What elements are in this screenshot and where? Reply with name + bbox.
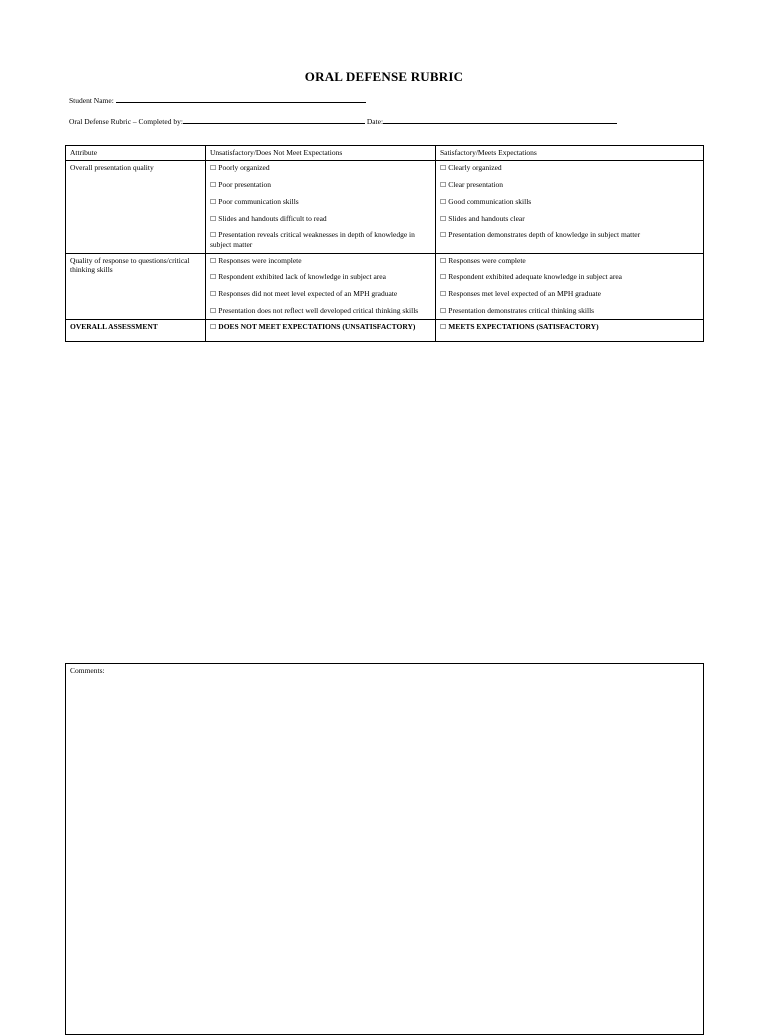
checklist-item[interactable]: [210, 163, 431, 173]
satisfactory-cell: [436, 161, 704, 253]
unsatisfactory-cell: [206, 161, 436, 253]
table-header-row: [66, 146, 704, 161]
checklist-item-label: Clear presentation: [448, 180, 504, 190]
completed-by-label: Oral Defense Rubric – Completed by:: [69, 117, 183, 126]
checkbox-icon[interactable]: ☐: [440, 181, 447, 190]
checklist-item[interactable]: [440, 306, 699, 316]
overall-satisfactory-label: MEETS EXPECTATIONS (SATISFACTORY): [448, 321, 599, 331]
checklist-item-label: Presentation does not reflect well developed critical thinking skills: [218, 305, 419, 315]
checklist-item-label: Slides and handouts clear: [448, 213, 525, 223]
satisfactory-cell: [436, 253, 704, 319]
checkbox-icon[interactable]: ☐: [210, 214, 217, 223]
unsatisfactory-cell: [206, 253, 436, 319]
checklist-item-label: Good communication skills: [448, 196, 532, 206]
checkbox-icon[interactable]: ☐: [440, 197, 447, 206]
table-row: [66, 253, 704, 319]
checklist-item[interactable]: [440, 197, 699, 207]
checklist-item-label: Respondent exhibited adequate knowledge in subject area: [448, 272, 622, 282]
checkbox-icon[interactable]: ☐: [440, 256, 447, 265]
overall-satisfactory-cell[interactable]: [436, 319, 704, 342]
rubric-table: [65, 145, 704, 342]
header-satisfactory: Satisfactory/Meets Expectations: [436, 146, 704, 161]
checkbox-icon[interactable]: ☐: [210, 322, 217, 331]
date-field[interactable]: [383, 117, 617, 124]
checklist-item-label: Respondent exhibited lack of knowledge in subject area: [218, 272, 386, 282]
checkbox-icon[interactable]: ☐: [440, 273, 447, 282]
header-unsatisfactory: Unsatisfactory/Does Not Meet Expectations: [206, 146, 436, 161]
checklist-item[interactable]: [210, 230, 431, 249]
checklist-item[interactable]: [440, 180, 699, 190]
student-name-field[interactable]: [116, 96, 366, 103]
attribute-cell: Overall presentation quality: [66, 161, 206, 253]
header-attribute: Attribute: [66, 146, 206, 161]
overall-unsatisfactory-label: DOES NOT MEET EXPECTATIONS (UNSATISFACTORY): [218, 321, 416, 331]
checklist-item[interactable]: [210, 214, 431, 224]
checklist-item[interactable]: [210, 306, 431, 316]
checkbox-icon[interactable]: ☐: [210, 164, 217, 173]
attribute-cell: Quality of response to questions/critical thinking skills: [66, 253, 206, 319]
document-title: ORAL DEFENSE RUBRIC: [304, 69, 464, 84]
checkbox-icon[interactable]: ☐: [210, 181, 217, 190]
checklist-item-label: Presentation demonstrates depth of knowledge in subject matter: [448, 230, 641, 240]
checkbox-icon[interactable]: ☐: [210, 231, 217, 240]
checkbox-icon[interactable]: ☐: [440, 231, 447, 240]
checklist-item[interactable]: [210, 180, 431, 190]
checkbox-icon[interactable]: ☐: [440, 290, 447, 298]
checklist-item-label: Poor communication skills: [218, 196, 299, 206]
student-name-line: [69, 96, 366, 105]
checklist-item-label: Poor presentation: [218, 180, 271, 190]
checkbox-icon[interactable]: ☐: [210, 256, 217, 265]
checkbox-icon[interactable]: ☐: [440, 164, 447, 173]
checklist-item-label: Responses were complete: [448, 255, 526, 265]
checklist-item-label: Presentation demonstrates critical thinking skills: [448, 305, 595, 315]
checkbox-icon[interactable]: ☐: [440, 322, 447, 331]
checklist-item-label: Slides and handouts difficult to read: [218, 213, 327, 223]
comments-label: Comments:: [70, 666, 105, 675]
overall-unsatisfactory-cell[interactable]: [206, 319, 436, 342]
checklist-item[interactable]: [210, 272, 431, 282]
checklist-item[interactable]: [210, 289, 431, 299]
date-label: Date:: [366, 117, 384, 126]
checklist-item[interactable]: [440, 230, 699, 240]
checklist-item-label: Clearly organized: [448, 163, 502, 173]
checkbox-icon[interactable]: ☐: [210, 273, 217, 282]
checkbox-icon[interactable]: ☐: [440, 214, 447, 223]
checklist-item[interactable]: [440, 214, 699, 224]
overall-assessment-row: [66, 319, 704, 342]
checkbox-icon[interactable]: ☐: [210, 306, 217, 315]
overall-assessment-label: OVERALL ASSESSMENT: [66, 319, 206, 342]
checklist-item[interactable]: [440, 256, 699, 266]
completed-by-field[interactable]: [183, 117, 365, 124]
checklist-item[interactable]: [440, 163, 699, 173]
table-row: [66, 161, 704, 253]
checklist-item-label: Poorly organized: [218, 163, 270, 173]
checkbox-icon[interactable]: ☐: [440, 306, 447, 315]
checklist-item-label: Presentation reveals critical weaknesses in depth of knowledge in subject matter: [210, 230, 415, 250]
checkbox-icon[interactable]: ☐: [210, 290, 217, 298]
checklist-item[interactable]: [440, 272, 699, 282]
checkbox-icon[interactable]: ☐: [210, 197, 217, 206]
checklist-item[interactable]: [210, 256, 431, 266]
checklist-item-label: Responses did not meet level expected of an MPH graduate: [218, 289, 398, 298]
student-name-label: Student Name:: [69, 96, 114, 105]
checklist-item-label: Responses were incomplete: [218, 255, 302, 265]
completed-by-line: [69, 117, 617, 126]
checklist-item[interactable]: [210, 197, 431, 207]
checklist-item-label: Responses met level expected of an MPH graduate: [448, 289, 601, 298]
comments-box[interactable]: [65, 663, 704, 1035]
checklist-item[interactable]: [440, 289, 699, 299]
